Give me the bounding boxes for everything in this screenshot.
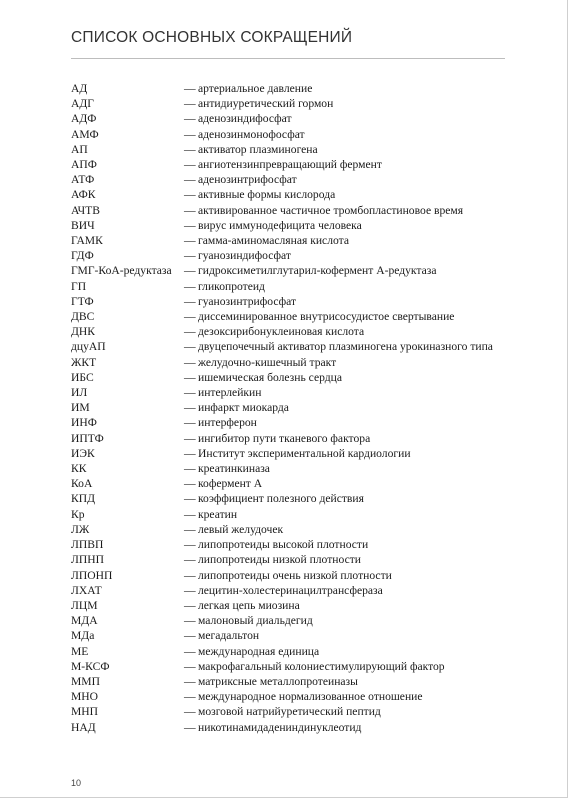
abbreviation-row [71,279,511,294]
em-dash: — [184,173,196,187]
abbreviation-term: МЕ [71,644,89,658]
em-dash: — [184,690,196,704]
abbreviation-row [71,446,511,461]
abbreviation-definition: интерферон [198,416,257,430]
em-dash: — [184,234,196,248]
abbreviation-term: ИНФ [71,416,97,430]
abbreviation-definition: активатор плазминогена [198,142,318,156]
abbreviation-row [71,598,511,613]
abbreviation-term: ИБС [71,370,94,384]
abbreviation-term: ММП [71,674,100,688]
em-dash: — [184,203,196,217]
em-dash: — [184,97,196,111]
abbreviation-definition: ишемическая болезнь сердца [198,370,342,384]
abbreviation-definition: липопротеиды низкой плотности [198,553,361,567]
abbreviation-row [71,142,511,157]
abbreviation-definition: никотинамидадениндинуклеотид [198,720,362,734]
abbreviation-definition: лецитин-холестеринацилтрансфераза [198,583,383,597]
page-title: СПИСОК ОСНОВНЫХ СОКРАЩЕНИЙ [71,29,353,46]
em-dash: — [184,644,196,658]
abbreviation-row [71,111,511,126]
em-dash: — [184,507,196,521]
em-dash: — [184,568,196,582]
abbreviation-list [71,81,511,735]
abbreviation-term: ГДФ [71,249,94,263]
em-dash: — [184,370,196,384]
abbreviation-term: ЛЦМ [71,598,98,612]
em-dash: — [184,522,196,536]
abbreviation-term: ЛПОНП [71,568,113,582]
abbreviation-row [71,400,511,415]
em-dash: — [184,492,196,506]
abbreviation-definition: креатин [198,507,238,521]
abbreviation-term: АТФ [71,173,95,187]
abbreviation-term: АМФ [71,127,99,141]
abbreviation-term: М-КСФ [71,659,110,673]
abbreviation-term: АПФ [71,158,97,172]
abbreviation-row [71,704,511,719]
em-dash: — [184,583,196,597]
abbreviation-row [71,537,511,552]
abbreviation-row [71,172,511,187]
abbreviation-row [71,628,511,643]
abbreviation-term: ИЭК [71,446,95,460]
abbreviation-definition: матриксные металлопротеиназы [198,674,358,688]
abbreviation-term: КК [71,462,87,476]
em-dash: — [184,553,196,567]
abbreviation-definition: макрофагальный колониестимулирующий фактор [198,659,445,673]
em-dash: — [184,705,196,719]
em-dash: — [184,386,196,400]
abbreviation-definition: левый желудочек [198,522,284,536]
em-dash: — [184,614,196,628]
abbreviation-row [71,613,511,628]
abbreviation-definition: коэффициент полезного действия [198,492,364,506]
abbreviation-row [71,96,511,111]
abbreviation-row [71,218,511,233]
abbreviation-definition: креатинкиназа [198,462,270,476]
abbreviation-row [71,309,511,324]
em-dash: — [184,446,196,460]
em-dash: — [184,112,196,126]
abbreviation-row [71,720,511,735]
abbreviation-definition: кофермент А [198,477,263,491]
em-dash: — [184,355,196,369]
abbreviation-definition: вирус иммунодефицита человека [198,218,362,232]
abbreviation-definition: интерлейкин [198,386,262,400]
abbreviation-definition: ингибитор пути тканевого фактора [198,431,371,445]
em-dash: — [184,294,196,308]
abbreviation-definition: мозговой натрийуретический пептид [198,705,381,719]
abbreviation-definition: международная единица [198,644,320,658]
em-dash: — [184,462,196,476]
em-dash: — [184,340,196,354]
abbreviation-definition: международное нормализованное отношение [198,690,423,704]
em-dash: — [184,249,196,263]
em-dash: — [184,401,196,415]
abbreviation-row [71,522,511,537]
abbreviation-term: ГП [71,279,87,293]
em-dash: — [184,188,196,202]
abbreviation-term: ГМГ-КоА-редуктаза [71,264,172,278]
abbreviation-row [71,324,511,339]
abbreviation-definition: гуанозиндифосфат [198,249,291,263]
abbreviation-row [71,233,511,248]
abbreviation-definition: аденозиндифосфат [198,112,292,126]
abbreviation-term: АД [71,82,88,95]
em-dash: — [184,538,196,552]
abbreviation-term: МДа [71,629,95,643]
abbreviation-row [71,431,511,446]
abbreviation-row [71,187,511,202]
abbreviation-term: МДА [71,614,98,628]
abbreviation-row [71,263,511,278]
em-dash: — [184,218,196,232]
page-number: 10 [71,778,82,788]
abbreviation-row [71,355,511,370]
em-dash: — [184,720,196,734]
abbreviation-term: ВИЧ [71,218,95,232]
abbreviation-term: ЛЖ [71,522,90,536]
abbreviation-term: ИЛ [71,386,88,400]
abbreviation-term: ЛПНП [71,553,104,567]
abbreviation-term: ИПТФ [71,431,104,445]
abbreviation-definition: гидроксиметилглутарил-кофермент А-редуктаза [198,264,437,278]
abbreviation-definition: желудочно-кишечный тракт [198,355,337,369]
title-divider [71,58,505,59]
abbreviation-definition: диссеминированное внутрисосудистое свертывание [198,310,455,324]
em-dash: — [184,416,196,430]
abbreviation-term: АП [71,142,88,156]
abbreviation-definition: липопротеиды очень низкой плотности [198,568,392,582]
abbreviation-term: КПД [71,492,96,506]
abbreviation-term: НАД [71,720,96,734]
abbreviation-term: МНО [71,690,99,704]
abbreviation-definition: активные формы кислорода [198,188,336,202]
abbreviation-definition: мегадальтон [198,629,260,643]
abbreviation-definition: малоновый диальдегид [198,614,313,628]
abbreviation-definition: Институт экспериментальной кардиологии [198,446,411,460]
abbreviation-term: АДГ [71,97,94,111]
abbreviation-row [71,491,511,506]
abbreviation-definition: двуцепочечный активатор плазминогена урокиназного типа [198,340,493,354]
abbreviation-term: АЧТВ [71,203,100,217]
em-dash: — [184,431,196,445]
abbreviation-row [71,674,511,689]
abbreviation-definition: инфаркт миокарда [198,401,289,415]
abbreviation-definition: гуанозинтрифосфат [198,294,297,308]
abbreviation-definition: аденозинмонофосфат [198,127,305,141]
em-dash: — [184,629,196,643]
abbreviation-term: ЖКТ [71,355,97,369]
em-dash: — [184,82,196,95]
abbreviation-row [71,583,511,598]
abbreviation-row [71,568,511,583]
abbreviation-term: ДВС [71,310,95,324]
abbreviation-definition: активированное частичное тромбопластиновое время [198,203,464,217]
abbreviation-row [71,370,511,385]
em-dash: — [184,264,196,278]
abbreviation-row [71,507,511,522]
abbreviation-row [71,339,511,354]
abbreviation-term: АДФ [71,112,97,126]
abbreviation-row [71,659,511,674]
abbreviation-row [71,385,511,400]
em-dash: — [184,310,196,324]
abbreviation-row [71,461,511,476]
abbreviation-row [71,203,511,218]
abbreviation-term: ЛПВП [71,538,104,552]
abbreviation-row [71,415,511,430]
abbreviation-definition: дезоксирибонуклеиновая кислота [198,325,365,339]
abbreviation-term: МНП [71,705,99,719]
abbreviation-definition: аденозинтрифосфат [198,173,297,187]
abbreviation-term: ГАМК [71,234,103,248]
abbreviation-row [71,157,511,172]
abbreviation-term: ИМ [71,401,90,415]
em-dash: — [184,477,196,491]
em-dash: — [184,325,196,339]
em-dash: — [184,279,196,293]
abbreviation-row [71,476,511,491]
abbreviation-row [71,248,511,263]
abbreviation-row [71,689,511,704]
abbreviation-term: Кр [71,507,85,521]
abbreviation-row [71,81,511,96]
abbreviation-definition: легкая цепь миозина [198,598,300,612]
em-dash: — [184,127,196,141]
abbreviation-definition: гликопротеид [198,279,265,293]
abbreviation-term: ЛХАТ [71,583,102,597]
abbreviation-definition: гамма-аминомасляная кислота [198,234,349,248]
abbreviation-definition: артериальное давление [198,82,313,95]
em-dash: — [184,674,196,688]
abbreviation-definition: ангиотензинпревращающий фермент [198,158,382,172]
em-dash: — [184,158,196,172]
abbreviation-term: дцуАП [71,340,106,354]
abbreviation-definition: антидиуретический гормон [198,97,334,111]
abbreviation-term: ДНК [71,325,96,339]
em-dash: — [184,598,196,612]
abbreviation-term: КоА [71,477,93,491]
em-dash: — [184,659,196,673]
em-dash: — [184,142,196,156]
abbreviation-definition: липопротеиды высокой плотности [198,538,369,552]
abbreviation-row [71,644,511,659]
abbreviation-row [71,294,511,309]
abbreviation-term: АФК [71,188,96,202]
abbreviation-term: ГТФ [71,294,94,308]
abbreviation-row [71,127,511,142]
abbreviation-row [71,552,511,567]
